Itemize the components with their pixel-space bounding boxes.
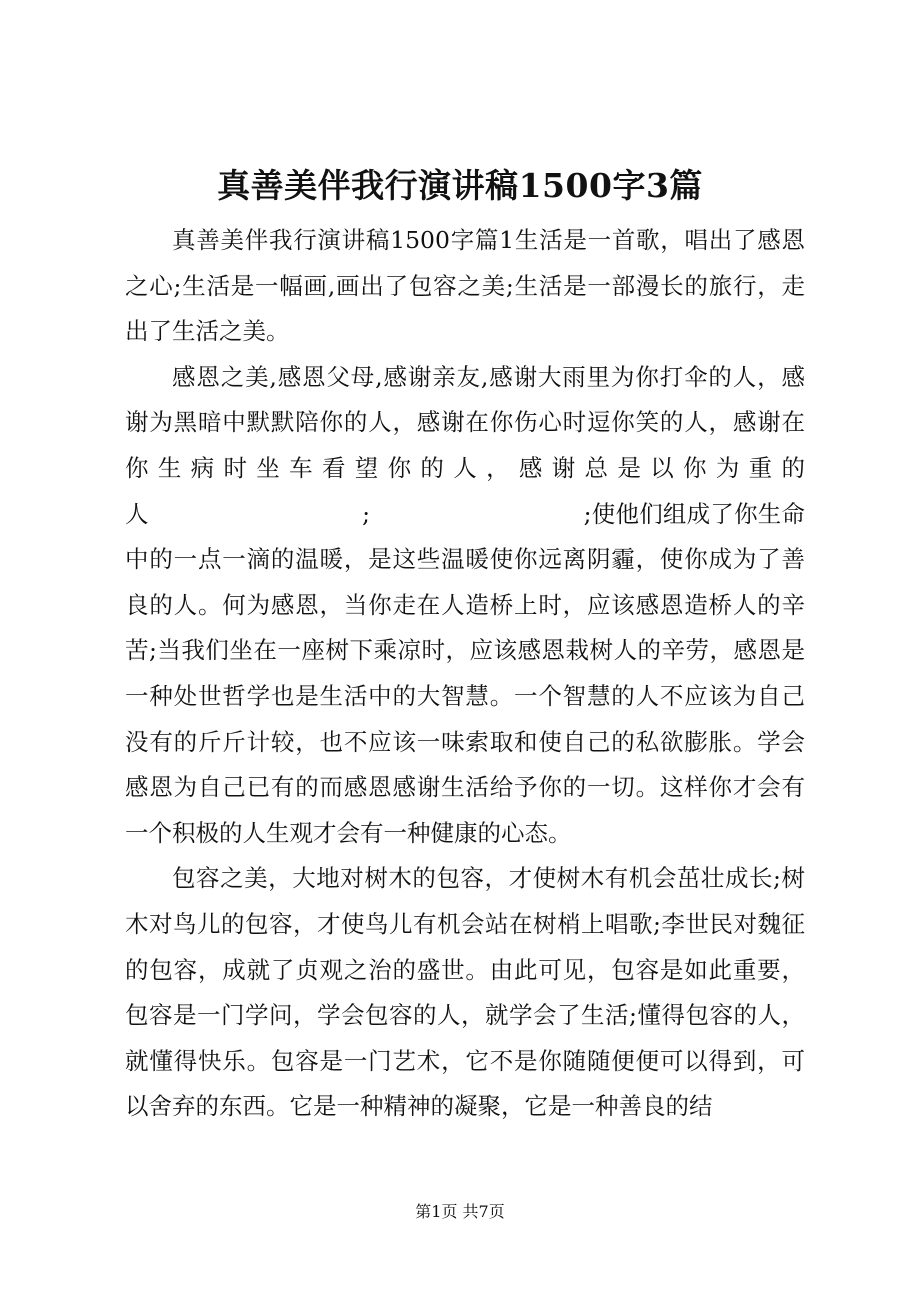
paragraph-1: 真善美伴我行演讲稿1500字篇1生活是一首歌，唱出了感恩之心;生活是一幅画,画出了包容之美;生活是一部漫长的旅行，走出了生活之美。 [125,226,805,346]
paragraph-3: 包容之美，大地对树木的包容，才使树木有机会茁壮成长;树木对鸟儿的包容，才使鸟儿有机会站在树梢上唱歌;李世民对魏征的包容，成就了贞观之治的盛世。由此可见，包容是如此重要，包容是一门学问，学会包容的人，就学会了生活;懂得包容的人，就懂得快乐。包容是一门艺术，它不是你随随便便可以得到，可以舍弃的东西。它是一种精神的凝聚，它是一种善良的结 [125,864,805,1121]
page-footer: 第1页 共7页 [415,1202,505,1221]
document-title: 真善美伴我行演讲稿1500字3篇 [217,166,703,205]
document-body [125,218,805,1130]
paragraph-2: 感恩之美,感恩父母,感谢亲友,感谢大雨里为你打伞的人，感谢为黑暗中默默陪你的人，感谢在你伤心时逗你笑的人，感谢在你生病时坐车看望你的人，感谢总是以你为重的人 ; ;使他们组成了你生命中的一点一滴的温暖，是这些温暖使你远离阴霾，使你成为了善良的人。何为感恩，当你走在人造桥上时，应该感恩造桥人的辛苦;当我们坐在一座树下乘凉时，应该感恩栽树人的辛劳，感恩是一种处世哲学也是生活中的大智慧。一个智慧的人不应该为自己没有的斤斤计较，也不应该一味索取和使自己的私欲膨胀。学会感恩为自己已有的而感恩感谢生活给予你的一切。这样你才会有一个积极的人生观才会有一种健康的心态。 [125,362,805,847]
